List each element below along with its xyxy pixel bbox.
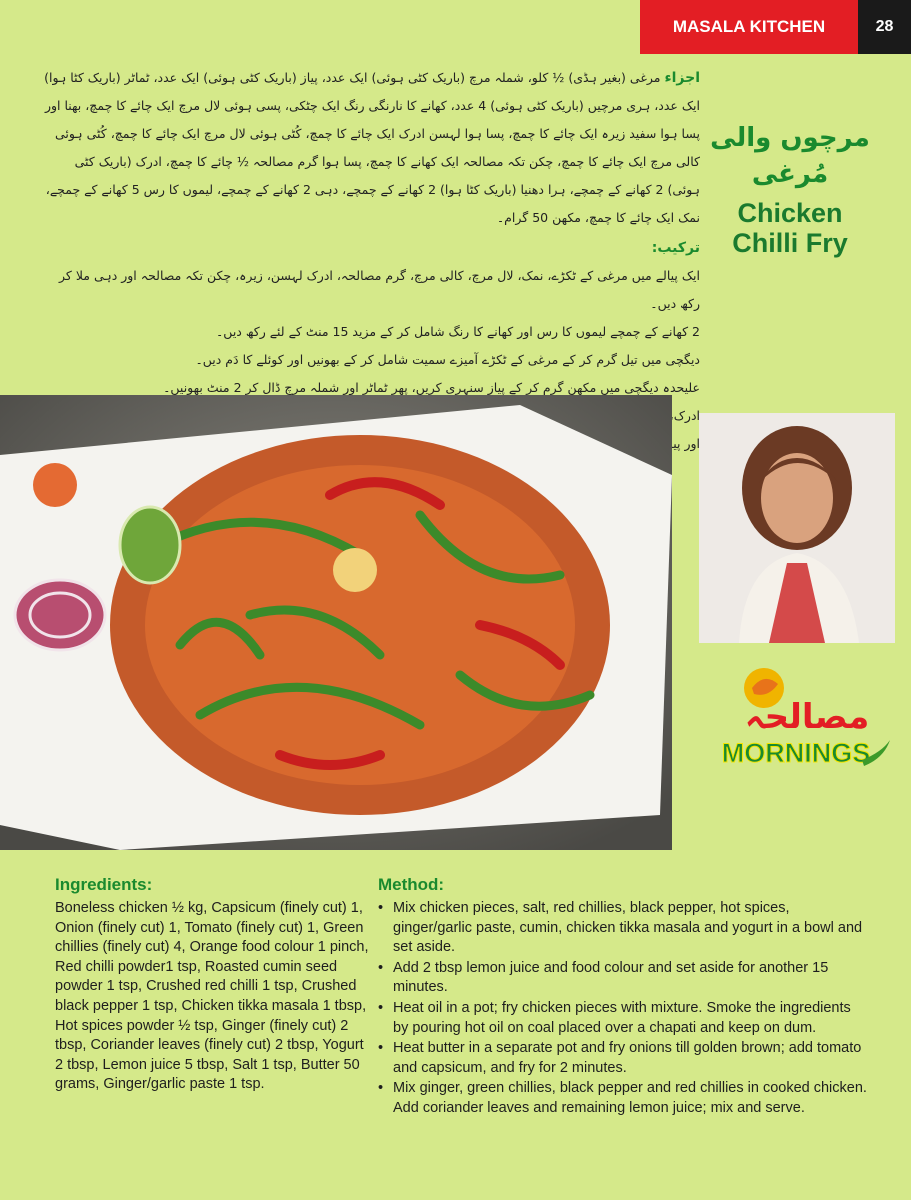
method-heading: Method: [378,875,445,894]
english-title-line1: Chicken [737,198,843,228]
dish-photo [0,395,672,850]
method-step: • Heat butter in a separate pot and fry onions till golden brown; add tomato and capsicum, and fry for 2 minutes. [378,1039,868,1078]
urdu-method-step: ادرک، اور [669,408,700,451]
urdu-title: مرچوں والی مُرغی [710,123,870,189]
method-section [378,875,868,1120]
urdu-method-step: علیحدہ دیگچی میں مکھن گرم کر کے پیاز سنہری کریں، پھر ٹماٹر اور شملہ مرچ ڈال کر 2 منٹ بھونیں۔ [163,380,700,395]
urdu-method-step: دیگچی میں تیل گرم کر کے مرغی کے ٹکڑے آمیزے سمیت شامل کر کے بھونیں اور کوئلے کا دَم دیں۔ [195,352,700,367]
urdu-method-heading: ترکیب: [651,240,700,256]
urdu-method-step: ایک پیالے میں مرغی کے ٹکڑے، نمک، لال مرچ، کالی مرچ، گرم مصالحہ، ادرک لہسن، زیرہ، چکن تکہ مصالحہ اور دہی ملا کر رکھ دیں۔ [59,268,700,311]
urdu-ingredients-text: مرغی (بغیر ہڈی) ½ کلو، شملہ مرچ (باریک کٹی ہوئی) ایک عدد، پیاز (باریک کٹی ہوئی) ایک عدد، ٹماٹر (باریک کٹا ہوا) ایک عدد، ہری مرچیں (باریک کٹی ہوئی) 4 عدد، کھانے کا نارنگی رنگ ایک چٹکی، پسی ہوئی لال مرچ ایک چائے کا چمچ، بھنا اور پسا ہوا سفید زیرہ ایک چائے کا چمچ، پسا ہوا لہسن ادرک ایک چائے کا چمچ، کُٹی ہوئی لال مرچ ایک چائے کا چمچ، کُٹی ہوئی کالی مرچ ایک چائے کا چمچ، چکن تکہ مصالحہ ایک کھانے کا چمچ، پسا ہوا گرم مصالحہ ½ چائے کا چمچ، ادرک (باریک کٹی ہوئی) 2 کھانے کے چمچے، ہرا دھنیا (باریک کٹا ہوا) 2 کھانے کے چمچے، دہی 2 کھانے کے چمچے، لیموں کا رس 5 کھانے کے چمچے، نمک ایک چائے کا چمچ، مکھن 50 گرام۔ [44,70,700,225]
page-number: 28 [858,0,911,54]
method-step: • Add 2 tbsp lemon juice and food colour and set aside for another 15 minutes. [378,959,868,998]
masala-mornings-logo [712,660,894,780]
urdu-method-step: 2 کھانے کے چمچے لیموں کا رس اور کھانے کا رنگ شامل کر کے مزید 15 منٹ کے لئے رکھ دیں۔ [215,324,700,339]
ingredients-text: Boneless chicken ½ kg, Capsicum (finely cut) 1, Onion (finely cut) 1, Tomato (finely cut) 1, Green chillies (finely cut) 4, Orange food colour 1 pinch, Red chilli powder1 tsp, Roasted cumin seed powder 1 tsp, Crushed red chilli 1 tsp, Crushed black pepper 1 tsp, Chicken tikka masala 1 tbsp, Hot spices powder ½ tsp, Ginger (finely cut) 2 tbsp, Coriander leaves (finely cut) 2 tbsp, Yogurt 2 tbsp, Lemon juice 5 tbsp, Salt 1 tsp, Butter 50 grams, Ginger/garlic paste 1 tsp. [55,900,369,1093]
method-step: • Mix chicken pieces, salt, red chillies, black pepper, hot spices, ginger/garlic paste, cumin, chicken tikka masala and yogurt in a bowl and set aside. [378,899,868,958]
recipe-title [700,120,880,258]
urdu-ingredients [40,64,700,232]
logo-urdu-text: مصالحہ [744,697,870,737]
host-photo [699,413,895,643]
logo-english-text: MORNINGS [721,738,871,768]
method-step: • Mix ginger, green chillies, black pepper and red chillies in cooked chicken. Add coriander leaves and remaining lemon juice; mix and serve. [378,1079,868,1118]
ingredients-heading: Ingredients: [55,875,153,894]
ingredients-section [55,875,375,1095]
urdu-ingredients-heading: اجزاء [664,70,700,86]
english-title-line2: Chilli Fry [732,228,848,258]
brand-tab: MASALA KITCHEN [640,0,858,54]
method-step: • Heat oil in a pot; fry chicken pieces with mixture. Smoke the ingredients by pouring hot oil on coal placed over a chapati and keep on dum. [378,999,868,1038]
method-list [378,899,868,1119]
